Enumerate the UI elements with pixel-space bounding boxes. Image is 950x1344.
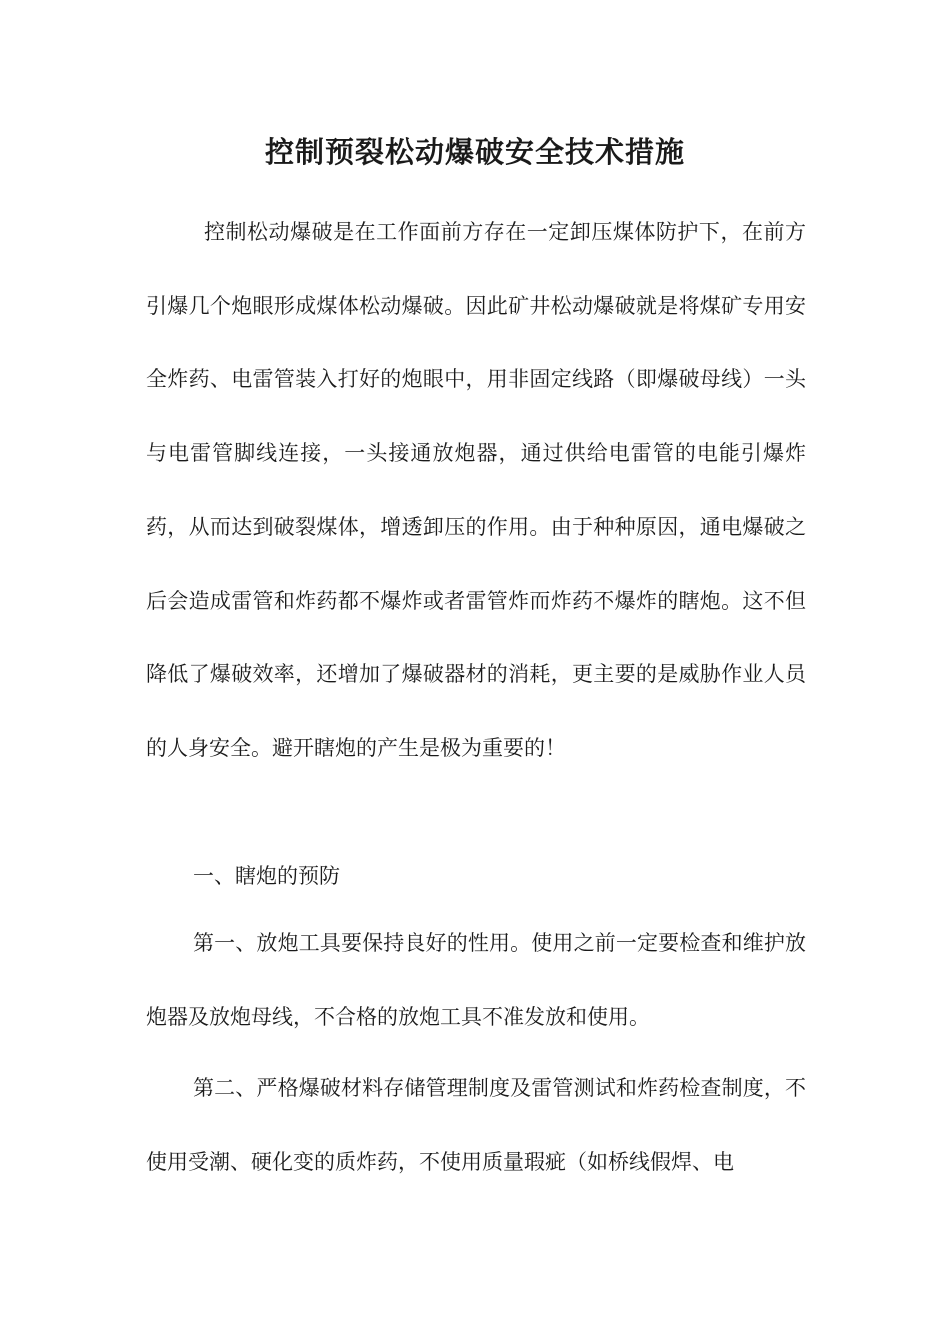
intro-paragraph: 控制松动爆破是在工作面前方存在一定卸压煤体防护下，在前方引爆几个炮眼形成煤体松动爆破。因此矿井松动爆破就是将煤矿专用安全炸药、电雷管装入打好的炮眼中，用非固定线路（即爆破母线）一头与电雷管脚线连接，一头接通放炮器，通过供给电雷管的电能引爆炸药，从而达到破裂煤体，增透卸压的作用。由于种种原因，通电爆破之后会造成雷管和炸药都不爆炸或者雷管炸而炸药不爆炸的瞎炮。这不但降低了爆破效率，还增加了爆破器材的消耗，更主要的是威胁作业人员的人身安全。避开瞎炮的产生是极为重要的！ xyxy=(146,220,806,760)
paragraph-item-1: 第一、放炮工具要保持良好的性用。使用之前一定要检查和维护放炮器及放炮母线，不合格的放炮工具不准发放和使用。 xyxy=(146,931,806,1029)
document-title: 控制预裂松动爆破安全技术措施 xyxy=(264,135,685,169)
paragraph-item-2: 第二、严格爆破材料存储管理制度及雷管测试和炸药检查制度，不使用受潮、硬化变的质炸药，不使用质量瑕疵（如桥线假焊、电 xyxy=(146,1076,806,1174)
section-heading-misfire-prevention: 一、瞎炮的预防 xyxy=(193,864,340,888)
